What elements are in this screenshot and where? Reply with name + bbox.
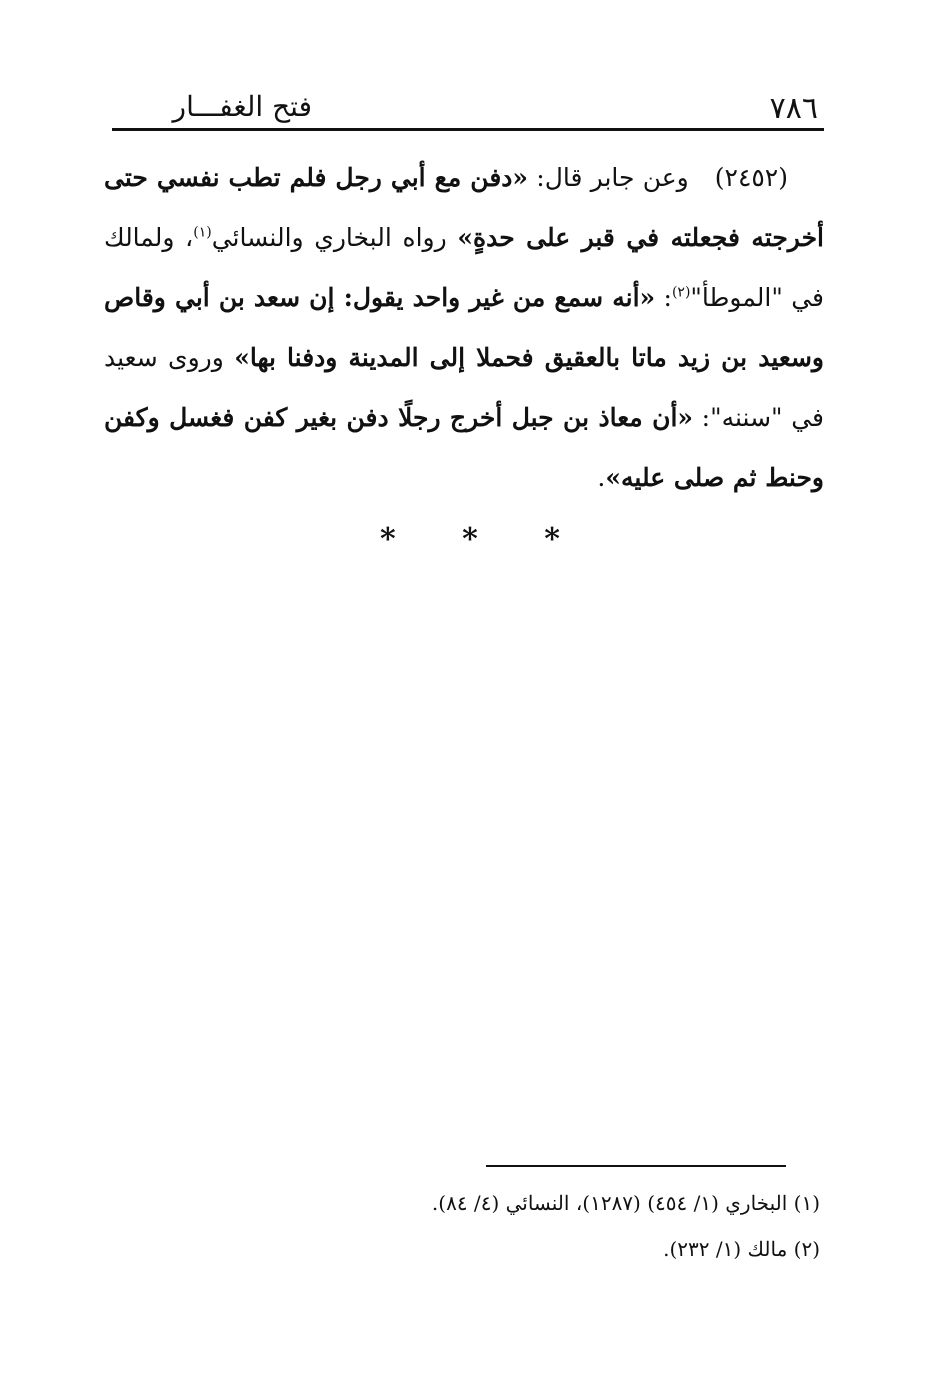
quote-jabir: «دفن مع أبي رجل فلم تطب نفسي حتى أخرجته فجعلته في قبر على حدةٍ» (104, 163, 824, 252)
running-title: فتح الغفـــار (172, 90, 312, 123)
quote-said: «أن معاذ بن جبل أخرج رجلًا دفن بغير كفن فغسل وكفن وحنط ثم صلى عليه» (104, 403, 824, 492)
narration-source-1: رواه البخاري والنسائي (211, 223, 458, 252)
separator-asterisk: * (462, 522, 478, 557)
narration-intro: وعن جابر قال: (528, 163, 689, 192)
page-number: ٧٨٦ (769, 91, 818, 126)
separator-asterisk: * (380, 522, 396, 557)
footnotes (300, 1180, 820, 1272)
separator-asterisk: * (544, 522, 560, 557)
colon: : (655, 283, 672, 312)
page-header (112, 86, 824, 130)
footnote-ref-2: (٢) (671, 284, 691, 301)
quote-malik: «أنه سمع من غير واحد يقول: إن سعد بن أبي وقاص وسعيد بن زيد ماتا بالعقيق فحملا إلى المدينة ودفنا بها» (104, 283, 825, 372)
hadith-number: (٢٤٥٢) (714, 163, 788, 192)
narration-source-3: وروى سعيد في "سننه": (104, 343, 824, 432)
footnote-2: (٢) مالك (١/ ٢٣٢). (663, 1237, 820, 1261)
section-separator (380, 522, 560, 558)
footnote-1: (١) البخاري (١/ ٤٥٤) (١٢٨٧)، النسائي (٤/ ٨٤). (431, 1191, 820, 1215)
header-rule (112, 128, 824, 131)
narration-source-2: ، ولمالك في "الموطأ" (104, 223, 824, 312)
footnote-rule (486, 1165, 786, 1167)
footnote-ref-1: (١) (193, 224, 212, 241)
final-period: . (597, 463, 606, 492)
hadith-paragraph (104, 148, 824, 508)
